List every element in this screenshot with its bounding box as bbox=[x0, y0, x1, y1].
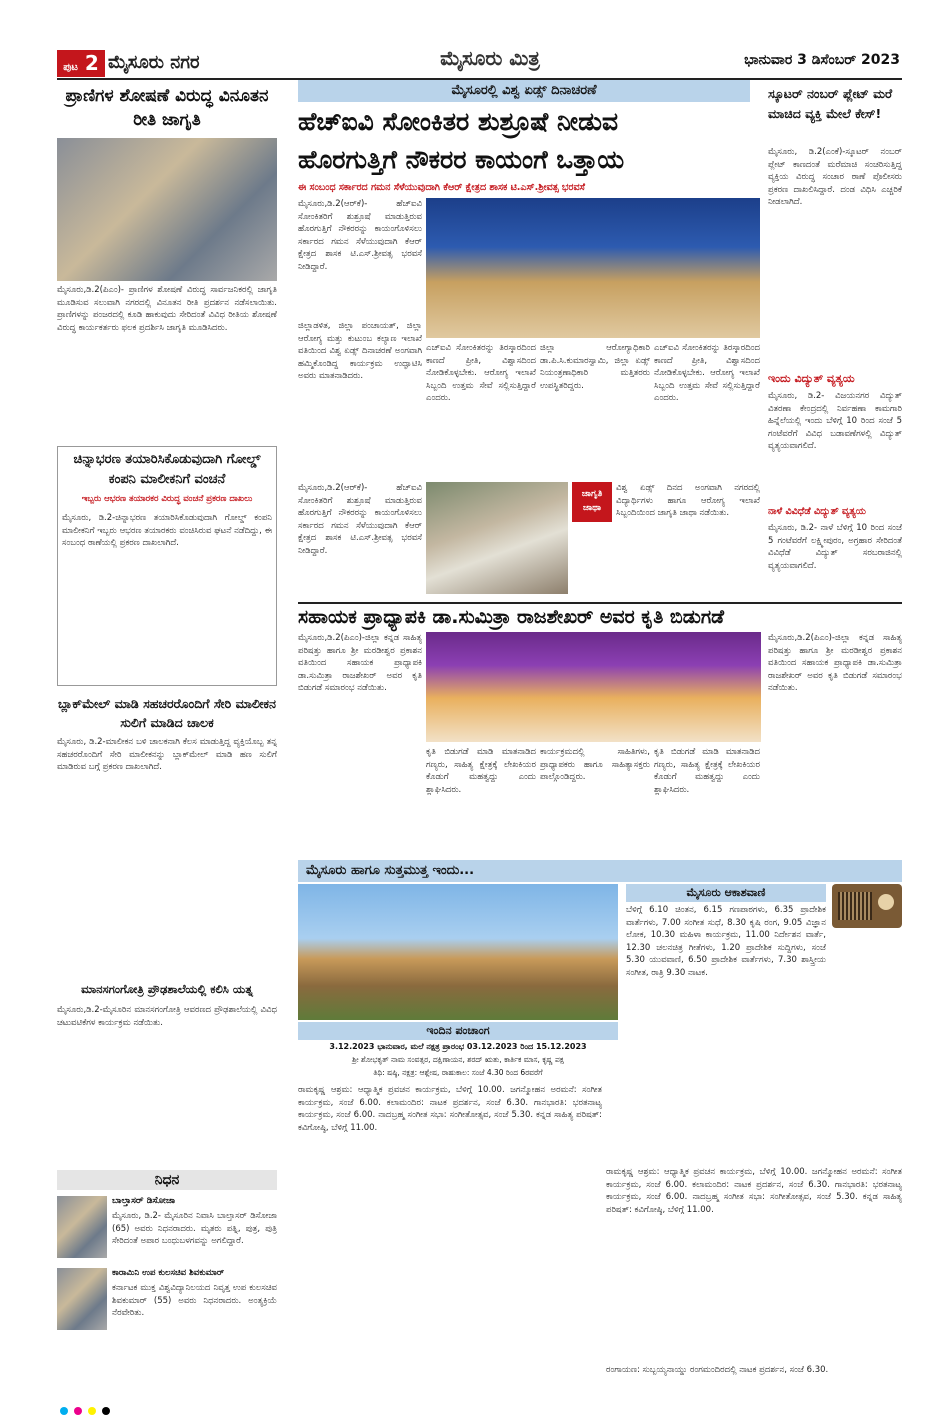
today-listings: ರಾಮಕೃಷ್ಣ ಆಶ್ರಮ: ಆಧ್ಯಾತ್ಮಿಕ ಪ್ರವಚನ ಕಾರ್ಯಕ್ರಮ, ಬೆಳಿಗ್ಗೆ 10.00. ಜಗನ್ಮೋಹನ ಅರಮನೆ: ಸಂಗೀತ ಕಾರ್ಯಕ್ರಮ, ಸಂಜೆ 6.00. ಕಲಾಮಂದಿರ: ನಾಟಕ ಪ್ರದರ್ಶನ, ಸಂಜೆ 6.30. ಗಾನಭಾರತಿ: ಭರತನಾಟ್ಯ ಕಾರ್ಯಕ್ರಮ, ಸಂಜೆ 6.00. ನಾದಬ್ರಹ್ಮ ಸಂಗೀತ ಸಭಾ: ಸಂಗೀತೋತ್ಸವ, ಸಂಜೆ 5.30. ಕನ್ನಡ ಸಾಹಿತ್ಯ ಪರಿಷತ್: ಕವಿಗೋಷ್ಠಿ, ಬೆಳಿಗ್ಗೆ 11.00. bbox=[298, 1085, 602, 1133]
today-banner: ಮೈಸೂರು ಹಾಗೂ ಸುತ್ತಮುತ್ತ ಇಂದು... bbox=[298, 860, 902, 882]
obituary-photo-1 bbox=[57, 1196, 107, 1258]
obituary-body-2: ಕರ್ನಾಟಕ ಮುಕ್ತ ವಿಶ್ವವಿದ್ಯಾನಿಲಯದ ನಿವೃತ್ತ ಉಪ ಕುಲಸಚಿವ ಶಿವಕುಮಾರ್ (55) ಅವರು ನಿಧನರಾದರು. ಅಂತ್ಯಕ್ರಿಯೆ ನೆರವೇರಿತು. bbox=[112, 1283, 277, 1318]
registration-marks bbox=[57, 1400, 902, 1412]
akashavani-heading: ಮೈಸೂರು ಆಕಾಶವಾಣಿ bbox=[626, 884, 826, 902]
lead-body-f: ಮೈಸೂರು,ಡಿ.2(ಆರ್‌ಕೆ)- ಹೆಚ್‌ಐವಿ ಸೋಂಕಿತರಿಗೆ ಶುಶ್ರೂಷೆ ಮಾಡುತ್ತಿರುವ ಹೊರಗುತ್ತಿಗೆ ನೌಕರರನ್ನು ಕಾಯಂಗೊಳಿಸಲು ಸರ್ಕಾರದ ಗಮನ ಸೆಳೆಯುವುದಾಗಿ ಕೆಆರ್ ಕ್ಷೇತ್ರದ ಶಾಸಕ ಟಿ.ಎಸ್.ಶ್ರೀವತ್ಸ ಭರವಸೆ ನೀಡಿದ್ದಾರೆ. bbox=[298, 483, 422, 556]
right-story2-body: ಮೈಸೂರು, ಡಿ.2- ವಿಜಯನಗರ ವಿದ್ಯುತ್ ವಿತರಣಾ ಕೇಂದ್ರದಲ್ಲಿ ನಿರ್ವಹಣಾ ಕಾಮಗಾರಿ ಹಿನ್ನೆಲೆಯಲ್ಲಿ ಇಂದು ಬೆಳಿಗ್ಗೆ 10 ರಿಂದ ಸಂಜೆ 5 ಗಂಟೆವರೆಗೆ ವಿವಿಧ ಬಡಾವಣೆಗಳಲ್ಲಿ ವಿದ್ಯುತ್ ವ್ಯತ್ಯಯವಾಗಲಿದೆ. bbox=[768, 391, 902, 451]
masthead: ಮೈಸೂರು ಮಿತ್ರ bbox=[440, 46, 540, 70]
left-story3-headline: ಬ್ಲಾಕ್‌ಮೇಲ್ ಮಾಡಿ ಸಹಚರರೊಂದಿಗೆ ಸೇರಿ ಮಾಲೀಕನ ಸುಲಿಗೆ ಮಾಡಿದ ಚಾಲಕ bbox=[57, 696, 277, 730]
jatha-label: ಜಾಗೃತಿ ಜಾಥಾ bbox=[572, 482, 612, 522]
today-listings-2: ರಾಮಕೃಷ್ಣ ಆಶ್ರಮ: ಆಧ್ಯಾತ್ಮಿಕ ಪ್ರವಚನ ಕಾರ್ಯಕ್ರಮ, ಬೆಳಿಗ್ಗೆ 10.00. ಜಗನ್ಮೋಹನ ಅರಮನೆ: ಸಂಗೀತ ಕಾರ್ಯಕ್ರಮ, ಸಂಜೆ 6.00. ಕಲಾಮಂದಿರ: ನಾಟಕ ಪ್ರದರ್ಶನ, ಸಂಜೆ 6.30. ಗಾನಭಾರತಿ: ಭರತನಾಟ್ಯ ಕಾರ್ಯಕ್ರಮ, ಸಂಜೆ 6.00. ನಾದಬ್ರಹ್ಮ ಸಂಗೀತ ಸಭಾ: ಸಂಗೀತೋತ್ಸವ, ಸಂಜೆ 5.30. ಕನ್ನಡ ಸಾಹಿತ್ಯ ಪರಿಷತ್: ಕವಿಗೋಷ್ಠಿ, ಬೆಳಿಗ್ಗೆ 11.00. bbox=[606, 1167, 902, 1215]
obituary-heading: ನಿಧನ bbox=[57, 1170, 277, 1190]
mysore-palace-photo bbox=[298, 884, 618, 1020]
date-line: ಭಾನುವಾರ 3 ಡಿಸೆಂಬರ್ 2023 bbox=[744, 52, 900, 68]
second-body-c: ಕಾರ್ಯಕ್ರಮದಲ್ಲಿ ಸಾಹಿತಿಗಳು, ಪ್ರಾಧ್ಯಾಪಕರು ಹಾಗೂ ಸಾಹಿತ್ಯಾಸಕ್ತರು ಪಾಲ್ಗೊಂಡಿದ್ದರು. bbox=[540, 747, 650, 782]
left-story3-body: ಮೈಸೂರು, ಡಿ.2-ಮಾಲೀಕನ ಬಳಿ ಚಾಲಕನಾಗಿ ಕೆಲಸ ಮಾಡುತ್ತಿದ್ದ ವ್ಯಕ್ತಿಯೊಬ್ಬ ತನ್ನ ಸಹಚರರೊಂದಿಗೆ ಸೇರಿ ಮಾಲೀಕನನ್ನು ಬ್ಲಾಕ್‌ಮೇಲ್ ಮಾಡಿ ಹಣ ಸುಲಿಗೆ ಮಾಡಿರುವ ಬಗ್ಗೆ ಪ್ರಕರಣ ದಾಖಲಾಗಿದೆ. bbox=[57, 737, 277, 772]
second-body-a: ಮೈಸೂರು,ಡಿ.2(ಪಿಎಂ)-ಜಿಲ್ಲಾ ಕನ್ನಡ ಸಾಹಿತ್ಯ ಪರಿಷತ್ತು ಹಾಗೂ ಶ್ರೀ ಮರಡೀಶ್ವರ ಪ್ರಕಾಶನ ವತಿಯಿಂದ ಸಹಾಯಕ ಪ್ರಾಧ್ಯಾಪಕಿ ಡಾ.ಸುಮಿತ್ರಾ ರಾಜಶೇಖರ್ ಅವರ ಕೃತಿ ಬಿಡುಗಡೆ ಸಮಾರಂಭ ನಡೆಯಿತು. bbox=[298, 633, 422, 693]
radio-icon bbox=[832, 884, 902, 928]
left-story2-headline: ಚಿನ್ನಾಭರಣ ತಯಾರಿಸಿಕೊಡುವುದಾಗಿ ಗೋಲ್ಡ್ ಕಂಪನಿ ಮಾಲೀಕನಿಗೆ ವಂಚನೆ bbox=[73, 452, 261, 487]
panchanga-line1: 3.12.2023 ಭಾನುವಾರ, ಮಲೆ ನಕ್ಷತ್ರ ಪ್ರಾರಂಭ 03.12.2023 ರಿಂದ 15.12.2023 bbox=[329, 1042, 587, 1051]
left-story4-body: ಮೈಸೂರು,ಡಿ.2-ಮೈಸೂರಿನ ಮಾನಸಗಂಗೋತ್ರಿ ಆವರಣದ ಪ್ರೌಢಶಾಲೆಯಲ್ಲಿ ವಿವಿಧ ಚಟುವಟಿಕೆಗಳ ಕಾರ್ಯಕ್ರಮ ನಡೆಯಿತು. bbox=[57, 1005, 277, 1028]
animal-protest-photo bbox=[57, 138, 277, 281]
panchanga-line2: ಶ್ರೀ ಶೋಭಕೃತ್ ನಾಮ ಸಂವತ್ಸರ, ದಕ್ಷಿಣಾಯನ, ಶರದ್ ಋತು, ಕಾರ್ತಿಕ ಮಾಸ, ಕೃಷ್ಣ ಪಕ್ಷ bbox=[352, 1055, 564, 1064]
second-body-d: ಕೃತಿ ಬಿಡುಗಡೆ ಮಾಡಿ ಮಾತನಾಡಿದ ಗಣ್ಯರು, ಸಾಹಿತ್ಯ ಕ್ಷೇತ್ರಕ್ಕೆ ಲೇಖಕಿಯರ ಕೊಡುಗೆ ಮಹತ್ವದ್ದು ಎಂದು ಶ್ಲಾಘಿಸಿದರು. bbox=[654, 747, 760, 795]
lead-kicker: ಮೈಸೂರಲ್ಲಿ ವಿಶ್ವ ಏಡ್ಸ್ ದಿನಾಚರಣೆ bbox=[298, 80, 750, 102]
page-number-badge: ಪುಟ 2 bbox=[57, 50, 105, 77]
rangayana-body: ರಂಗಾಯಣ: ಸುಬ್ಬಯ್ಯನಾಯ್ಡು ರಂಗಮಂದಿರದಲ್ಲಿ ನಾಟಕ ಪ್ರದರ್ಶನ, ಸಂಜೆ 6.30. bbox=[606, 1365, 829, 1375]
second-body-b: ಕೃತಿ ಬಿಡುಗಡೆ ಮಾಡಿ ಮಾತನಾಡಿದ ಗಣ್ಯರು, ಸಾಹಿತ್ಯ ಕ್ಷೇತ್ರಕ್ಕೆ ಲೇಖಕಿಯರ ಕೊಡುಗೆ ಮಹತ್ವದ್ದು ಎಂದು ಶ್ಲಾಘಿಸಿದರು. bbox=[426, 747, 536, 795]
right-story1-headline: ಸ್ಕೂಟರ್ ನಂಬರ್ ಪ್ಲೇಟ್ ಮರೆ ಮಾಚಿದ ವ್ಯಕ್ತಿ ಮೇಲೆ ಕೇಸ್! bbox=[768, 86, 893, 121]
obituary-name-2: ಕಾರಾಮಿನಿ ಉಪ ಕುಲಸಚಿವ ಶಿವಕುಮಾರ್ bbox=[112, 1268, 225, 1278]
obituary-name-1: ಬಾಲ್ತಾಸರ್ ಡಿಸೋಜಾ bbox=[112, 1196, 176, 1206]
second-headline: ಸಹಾಯಕ ಪ್ರಾಧ್ಯಾಪಕಿ ಡಾ.ಸುಮಿತ್ರಾ ರಾಜಶೇಖರ್ ಅವರ ಕೃತಿ ಬಿಡುಗಡೆ bbox=[298, 602, 902, 628]
book-release-photo bbox=[426, 632, 761, 742]
right-story3-headline: ನಾಳೆ ವಿವಿಧೆಡೆ ವಿದ್ಯುತ್ ವ್ಯತ್ಯಯ bbox=[768, 506, 866, 517]
lead-deck: ಈ ಸಂಬಂಧ ಸರ್ಕಾರದ ಗಮನ ಸೆಳೆಯುವುದಾಗಿ ಕೆಆರ್ ಕ್ಷೇತ್ರದ ಶಾಸಕ ಟಿ.ಎಸ್.ಶ್ರೀವತ್ಸ ಭರವಸೆ bbox=[298, 182, 585, 193]
panchanga-line3: ತಿಥಿ: ಷಷ್ಠಿ, ನಕ್ಷತ್ರ: ಆಶ್ಲೇಷ, ರಾಹುಕಾಲ: ಸಂಜೆ 4.30 ರಿಂದ 6ರವರೆಗೆ bbox=[373, 1068, 543, 1077]
second-body-e: ಮೈಸೂರು,ಡಿ.2(ಪಿಎಂ)-ಜಿಲ್ಲಾ ಕನ್ನಡ ಸಾಹಿತ್ಯ ಪರಿಷತ್ತು ಹಾಗೂ ಶ್ರೀ ಮರಡೀಶ್ವರ ಪ್ರಕಾಶನ ವತಿಯಿಂದ ಸಹಾಯಕ ಪ್ರಾಧ್ಯಾಪಕಿ ಡಾ.ಸುಮಿತ್ರಾ ರಾಜಶೇಖರ್ ಅವರ ಕೃತಿ ಬಿಡುಗಡೆ ಸಮಾರಂಭ ನಡೆಯಿತು. bbox=[768, 633, 902, 693]
left-story2-body: ಮೈಸೂರು, ಡಿ.2-ಚಿನ್ನಾಭರಣ ತಯಾರಿಸಿಕೊಡುವುದಾಗಿ ಗೋಲ್ಡ್ ಕಂಪನಿ ಮಾಲೀಕನಿಗೆ ಇಬ್ಬರು ಆಭರಣ ತಯಾರಕರು ವಂಚಿಸಿರುವ ಘಟನೆ ನಡೆದಿದ್ದು, ಈ ಸಂಬಂಧ ಠಾಣೆಯಲ್ಲಿ ಪ್ರಕರಣ ದಾಖಲಾಗಿದೆ. bbox=[62, 513, 272, 548]
awareness-rally-photo bbox=[426, 482, 568, 594]
panchanga-heading: ಇಂದಿನ ಪಂಚಾಂಗ bbox=[298, 1022, 618, 1040]
obituary-photo-2 bbox=[57, 1268, 107, 1330]
left-story2-subhead: ಇಬ್ಬರು ಆಭರಣ ತಯಾರಕರ ವಿರುದ್ಧ ವಂಚನೆ ಪ್ರಕರಣ ದಾಖಲು bbox=[81, 494, 253, 504]
right-story3-body: ಮೈಸೂರು, ಡಿ.2- ನಾಳೆ ಬೆಳಿಗ್ಗೆ 10 ರಿಂದ ಸಂಜೆ 5 ಗಂಟೆವರೆಗೆ ಲಕ್ಷ್ಮೀಪುರಂ, ಅಗ್ರಹಾರ ಸೇರಿದಂತೆ ವಿವಿಧೆಡೆ ವಿದ್ಯುತ್ ಸರಬರಾಜಿನಲ್ಲಿ ವ್ಯತ್ಯಯವಾಗಲಿದೆ. bbox=[768, 523, 902, 571]
aids-day-stage-photo bbox=[426, 198, 760, 338]
lead-body-a: ಮೈಸೂರು,ಡಿ.2(ಆರ್‌ಕೆ)- ಹೆಚ್‌ಐವಿ ಸೋಂಕಿತರಿಗೆ ಶುಶ್ರೂಷೆ ಮಾಡುತ್ತಿರುವ ಹೊರಗುತ್ತಿಗೆ ನೌಕರರನ್ನು ಕಾಯಂಗೊಳಿಸಲು ಸರ್ಕಾರದ ಗಮನ ಸೆಳೆಯುವುದಾಗಿ ಕೆಆರ್ ಕ್ಷೇತ್ರದ ಶಾಸಕ ಟಿ.ಎಸ್.ಶ್ರೀವತ್ಸ ಭರವಸೆ ನೀಡಿದ್ದಾರೆ. bbox=[298, 199, 422, 272]
lead-body-e: ಎಚ್‌ಐವಿ ಸೋಂಕಿತರನ್ನು ತಿರಸ್ಕಾರದಿಂದ ಕಾಣದೆ ಪ್ರೀತಿ, ವಿಶ್ವಾಸದಿಂದ ನೋಡಿಕೊಳ್ಳಬೇಕು. ಆರೋಗ್ಯ ಇಲಾಖೆ ಸಿಬ್ಬಂದಿ ಉತ್ತಮ ಸೇವೆ ಸಲ್ಲಿಸುತ್ತಿದ್ದಾರೆ ಎಂದರು. bbox=[654, 343, 760, 403]
obituary-body-1: ಮೈಸೂರು, ಡಿ.2- ಮೈಸೂರಿನ ನಿವಾಸಿ ಬಾಲ್ತಾಸರ್ ಡಿಸೋಜಾ (65) ಅವರು ನಿಧನರಾದರು. ಮೃತರು ಪತ್ನಿ, ಪುತ್ರ, ಪುತ್ರಿ ಸೇರಿದಂತೆ ಅಪಾರ ಬಂಧುಬಳಗವನ್ನು ಅಗಲಿದ್ದಾರೆ. bbox=[112, 1211, 277, 1246]
left-story1-body: ಮೈಸೂರು,ಡಿ.2(ಪಿಎಂ)- ಪ್ರಾಣಿಗಳ ಶೋಷಣೆ ವಿರುದ್ಧ ಸಾರ್ವಜನಿಕರಲ್ಲಿ ಜಾಗೃತಿ ಮೂಡಿಸುವ ಸಲುವಾಗಿ ನಗರದಲ್ಲಿ ವಿನೂತನ ರೀತಿ ಪ್ರದರ್ಶನ ನಡೆಸಲಾಯಿತು. ಪ್ರಾಣಿಗಳನ್ನು ಪಂಜರದಲ್ಲಿ ಕೂಡಿ ಹಾಕುವುದು ಸೇರಿದಂತೆ ವಿವಿಧ ರೀತಿಯ ಶೋಷಣೆ ವಿರುದ್ಧ ಕಾರ್ಯಕರ್ತರು ಫಲಕ ಪ್ರದರ್ಶಿಸಿ ಜಾಗೃತಿ ಮೂಡಿಸಿದರು. bbox=[57, 285, 277, 333]
lead-headline-line1: ಹೆಚ್‌ಐವಿ ಸೋಂಕಿತರ ಶುಶ್ರೂಷೆ ನೀಡುವ bbox=[298, 107, 619, 136]
akashavani-body: ಬೆಳಿಗ್ಗೆ 6.10 ಚಿಂತನ, 6.15 ಗಣಪಾಠಗಳು, 6.35 ಪ್ರಾದೇಶಿಕ ವಾರ್ತೆಗಳು, 7.00 ಸಂಗೀತ ಸುಧೆ, 8.30 ಕೃಷಿ ರಂಗ, 9.05 ವಿಜ್ಞಾನ ಲೋಕ, 10.30 ಮಹಿಳಾ ಕಾರ್ಯಕ್ರಮ, 11.00 ನಿರ್ದೇಶನ ವಾರ್ತೆ, 12.30 ಚಲನಚಿತ್ರ ಗೀತೆಗಳು, 1.20 ಪ್ರಾದೇಶಿಕ ಸುದ್ದಿಗಳು, ಸಂಜೆ 5.30 ಯುವವಾಣಿ, 6.50 ಪ್ರಾದೇಶಿಕ ವಾರ್ತೆಗಳು, 7.30 ಶಾಸ್ತ್ರೀಯ ಸಂಗೀತ, ರಾತ್ರಿ 9.30 ನಾಟಕ. bbox=[626, 905, 826, 978]
right-story2-headline: ಇಂದು ವಿದ್ಯುತ್ ವ್ಯತ್ಯಯ bbox=[768, 372, 855, 385]
lead-body-b: ಜಿಲ್ಲಾಡಳಿತ, ಜಿಲ್ಲಾ ಪಂಚಾಯತ್, ಜಿಲ್ಲಾ ಆರೋಗ್ಯ ಮತ್ತು ಕುಟುಂಬ ಕಲ್ಯಾಣ ಇಲಾಖೆ ವತಿಯಿಂದ ವಿಶ್ವ ಏಡ್ಸ್ ದಿನಾಚರಣೆ ಅಂಗವಾಗಿ ಹಮ್ಮಿಕೊಂಡಿದ್ದ ಕಾರ್ಯಕ್ರಮ ಉದ್ಘಾಟಿಸಿ ಅವರು ಮಾತನಾಡಿದರು. bbox=[298, 321, 422, 381]
jatha-body: ವಿಶ್ವ ಏಡ್ಸ್ ದಿನದ ಅಂಗವಾಗಿ ನಗರದಲ್ಲಿ ವಿದ್ಯಾರ್ಥಿಗಳು ಹಾಗೂ ಆರೋಗ್ಯ ಇಲಾಖೆ ಸಿಬ್ಬಂದಿಯಿಂದ ಜಾಗೃತಿ ಜಾಥಾ ನಡೆಯಿತು. bbox=[616, 483, 760, 518]
left-story4-headline: ಮಾನಸಗಂಗೋತ್ರಿ ಪ್ರೌಢಶಾಲೆಯಲ್ಲಿ ಕಲಿಸಿ ಯತ್ನ bbox=[81, 982, 253, 996]
lead-body-c: ಎಚ್‌ಐವಿ ಸೋಂಕಿತರನ್ನು ತಿರಸ್ಕಾರದಿಂದ ಕಾಣದೆ ಪ್ರೀತಿ, ವಿಶ್ವಾಸದಿಂದ ನೋಡಿಕೊಳ್ಳಬೇಕು. ಆರೋಗ್ಯ ಇಲಾಖೆ ಸಿಬ್ಬಂದಿ ಉತ್ತಮ ಸೇವೆ ಸಲ್ಲಿಸುತ್ತಿದ್ದಾರೆ ಎಂದರು. bbox=[426, 343, 536, 403]
left-story1-headline: ಪ್ರಾಣಿಗಳ ಶೋಷಣೆ ವಿರುದ್ಧ ವಿನೂತನ ರೀತಿ ಜಾಗೃತಿ bbox=[65, 86, 269, 130]
section-title: ಮೈಸೂರು ನಗರ bbox=[108, 52, 200, 73]
lead-body-d: ಜಿಲ್ಲಾ ಆರೋಗ್ಯಾಧಿಕಾರಿ ಡಾ.ಪಿ.ಸಿ.ಕುಮಾರಸ್ವಾಮಿ, ಜಿಲ್ಲಾ ಏಡ್ಸ್ ನಿಯಂತ್ರಣಾಧಿಕಾರಿ ಮತ್ತಿತರರು ಉಪಸ್ಥಿತರಿದ್ದರು. bbox=[540, 343, 650, 391]
right-story1-body: ಮೈಸೂರು, ಡಿ.2(ಎಂಕೆ)-ಸ್ಕೂಟರ್ ನಂಬರ್ ಪ್ಲೇಟ್ ಕಾಣದಂತೆ ಮರೆಮಾಚಿ ಸಂಚರಿಸುತ್ತಿದ್ದ ವ್ಯಕ್ತಿಯ ವಿರುದ್ಧ ಸಂಚಾರ ಠಾಣೆ ಪೊಲೀಸರು ಪ್ರಕರಣ ದಾಖಲಿಸಿದ್ದಾರೆ. ದಂಡ ವಿಧಿಸಿ ಎಚ್ಚರಿಕೆ ನೀಡಲಾಗಿದೆ. bbox=[768, 147, 902, 207]
lead-headline-line2: ಹೊರಗುತ್ತಿಗೆ ನೌಕರರ ಕಾಯಂಗೆ ಒತ್ತಾಯ bbox=[298, 145, 625, 174]
